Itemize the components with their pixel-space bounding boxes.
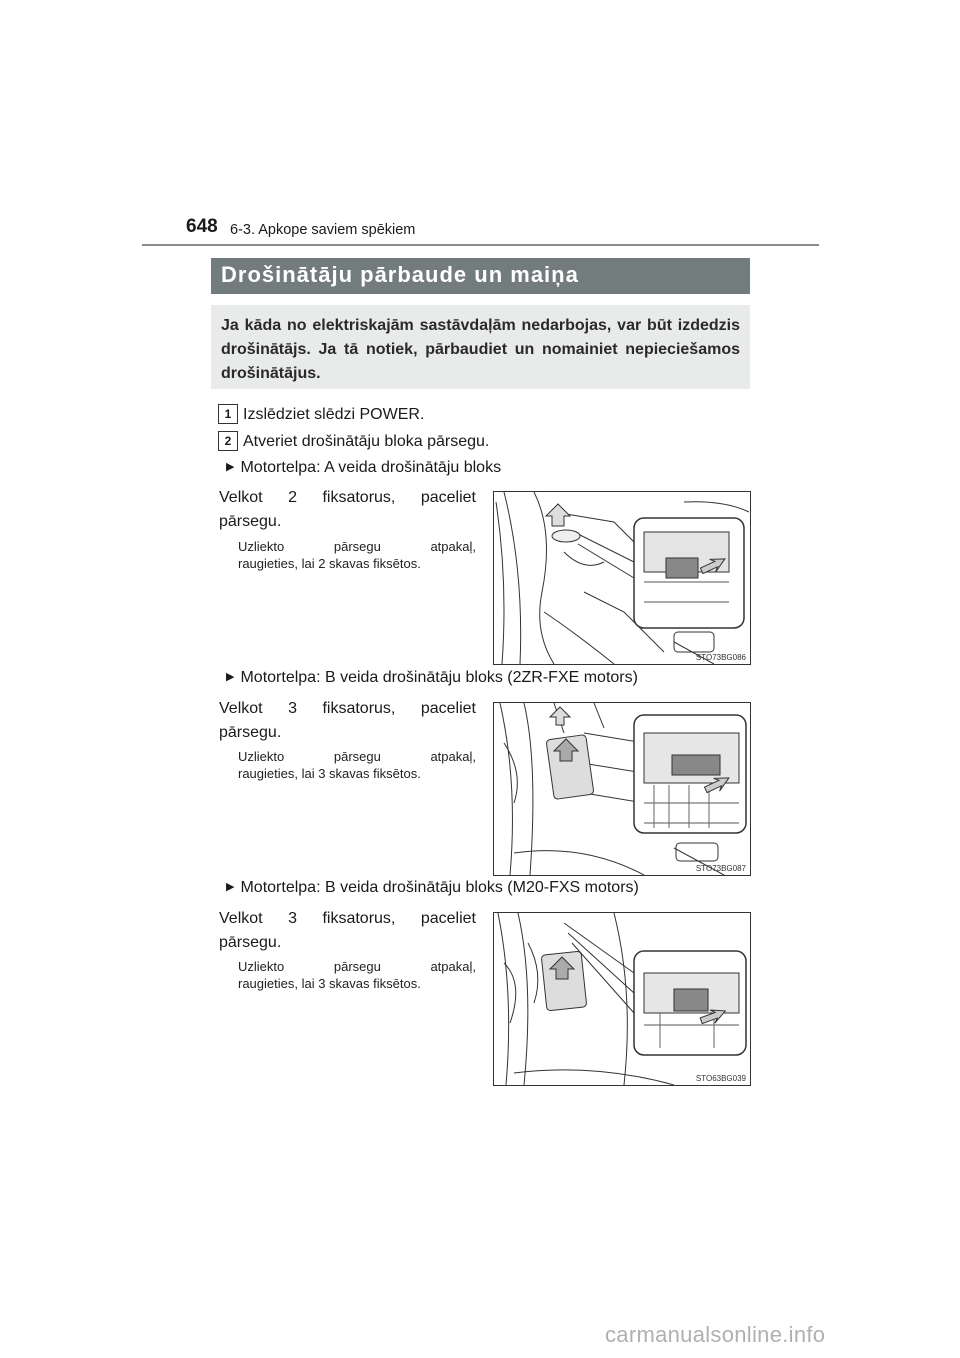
figure-code: STO63BG039 <box>695 1074 746 1083</box>
intro-box <box>211 305 750 389</box>
step-text-1: Izslēdziet slēdzi POWER. <box>243 406 425 423</box>
instruction-line: pārsegu. <box>219 513 282 530</box>
note-line: raugieties, lai 2 skavas fiksētos. <box>238 556 421 571</box>
step-number-1: 1 <box>218 404 238 424</box>
note-line: Uzliekto pārsegu atpakaļ, <box>238 539 476 554</box>
figure-code: STO73BG086 <box>695 653 746 662</box>
note-a <box>238 538 476 572</box>
instruction-line: Velkot 3 fiksatorus, paceliet <box>219 910 476 927</box>
bullet-triangle-icon: ▶ <box>226 671 235 683</box>
figure-fusebox-b-2zr <box>493 702 751 876</box>
figure-fusebox-b-m20 <box>493 912 751 1086</box>
instruction-b-2zr <box>219 697 476 745</box>
watermark: carmanualsonline.info <box>605 1322 826 1347</box>
page-title: Drošinātāju pārbaude un maiņa <box>221 262 579 287</box>
note-line: raugieties, lai 3 skavas fiksētos. <box>238 766 421 781</box>
figure-code: STO73BG087 <box>695 864 746 873</box>
step-text-2: Atveriet drošinātāju bloka pārsegu. <box>243 433 490 450</box>
bullet-text: Motortelpa: B veida drošinātāju bloks (M20-FXS motors) <box>240 879 639 896</box>
bullet-triangle-icon: ▶ <box>226 881 235 893</box>
bullet-text: Motortelpa: A veida drošinātāju bloks <box>240 459 502 476</box>
figure-fusebox-a <box>493 491 751 665</box>
bullet-triangle-icon: ▶ <box>226 461 235 473</box>
instruction-a <box>219 486 476 534</box>
note-line: Uzliekto pārsegu atpakaļ, <box>238 749 476 764</box>
bullet-text: Motortelpa: B veida drošinātāju bloks (2ZR-FXE motors) <box>240 669 638 686</box>
bullet-fusebox-b-m20 <box>226 879 639 897</box>
note-b-m20 <box>238 958 476 992</box>
note-line: raugieties, lai 3 skavas fiksētos. <box>238 976 421 991</box>
section-title: 6-3. Apkope saviem spēkiem <box>230 222 416 238</box>
instruction-line: pārsegu. <box>219 934 282 951</box>
instruction-line: Velkot 2 fiksatorus, paceliet <box>219 489 476 506</box>
instruction-line: pārsegu. <box>219 724 282 741</box>
page-number: 648 <box>186 216 218 237</box>
step-number-2: 2 <box>218 431 238 451</box>
title-bar <box>211 258 750 294</box>
engine-bay-illustration <box>494 703 750 875</box>
engine-bay-illustration <box>494 492 750 664</box>
instruction-line: Velkot 3 fiksatorus, paceliet <box>219 700 476 717</box>
bullet-fusebox-a <box>226 459 501 477</box>
note-line: Uzliekto pārsegu atpakaļ, <box>238 959 476 974</box>
engine-bay-illustration <box>494 913 750 1085</box>
note-b-2zr <box>238 748 476 782</box>
instruction-b-m20 <box>219 907 476 955</box>
bullet-fusebox-b-2zr <box>226 669 638 687</box>
intro-text: Ja kāda no elektriskajām sastāvdaļām nedarbojas, var būt izdedzis drošinātājs. Ja tā notiek, pārbaudiet un nomainiet nepieciešamos drošinātājus. <box>221 317 740 382</box>
header-divider <box>142 244 819 246</box>
